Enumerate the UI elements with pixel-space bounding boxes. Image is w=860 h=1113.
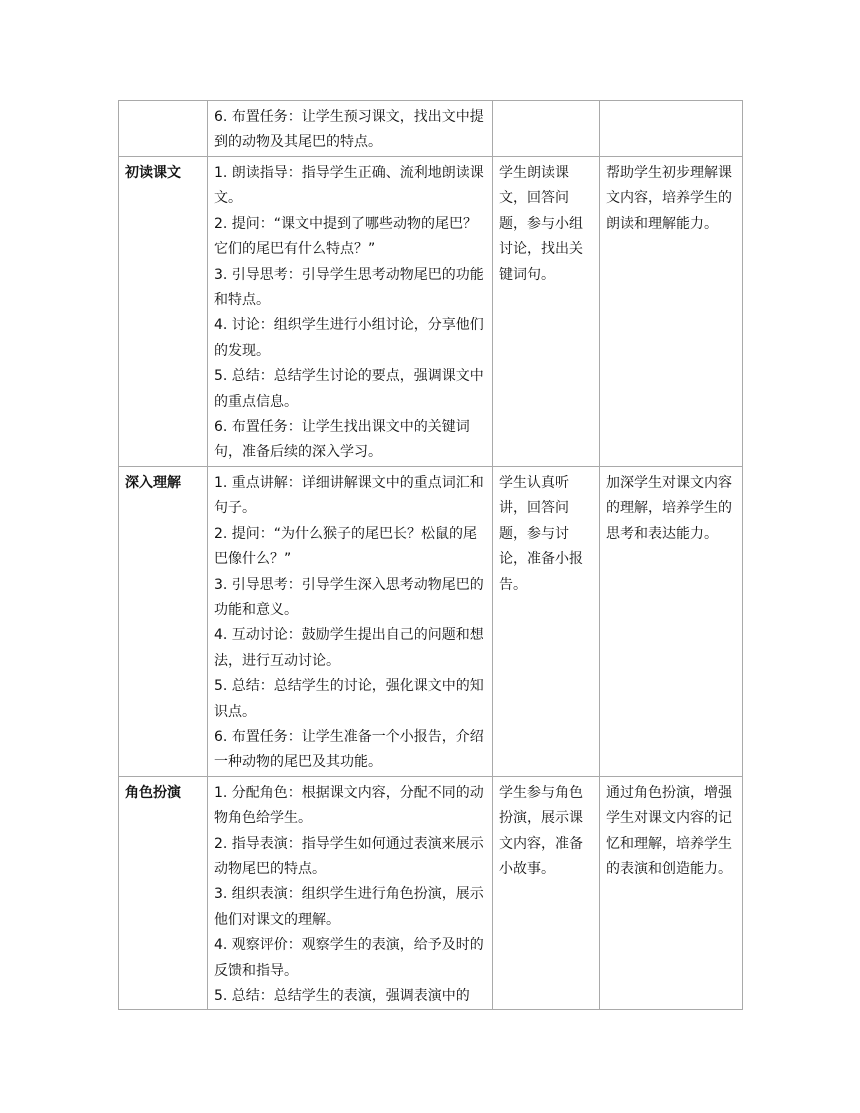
step-text: 3. 组织表演：组织学生进行角色扮演，展示他们对课文的理解。: [214, 886, 484, 928]
student-activity-cell: 学生朗读课文，回答问题，参与小组讨论，找出关键词句。: [493, 157, 600, 467]
step-text: 4. 讨论：组织学生进行小组讨论，分享他们的发现。: [214, 317, 484, 359]
steps-cell: [208, 101, 493, 157]
design-purpose-cell: 帮助学生初步理解课文内容，培养学生的朗读和理解能力。: [600, 157, 743, 467]
step-text: 2. 提问：“课文中提到了哪些动物的尾巴？它们的尾巴有什么特点？”: [214, 215, 478, 258]
stage-cell: 角色扮演: [119, 776, 208, 1010]
step-text: 5. 总结：总结学生的讨论，强化课文中的知识点。: [214, 678, 484, 720]
step-text: 1. 重点讲解：详细讲解课文中的重点词汇和句子。: [214, 474, 484, 517]
step-text: 1. 朗读指导：指导学生正确、流利地朗读课文。: [214, 165, 484, 207]
stage-cell: 初读课文: [119, 157, 208, 467]
step-text: 6. 布置任务：让学生预习课文，找出文中提到的动物及其尾巴的特点。: [214, 109, 484, 151]
stage-cell: [119, 101, 208, 157]
table-row: [119, 157, 743, 467]
steps-cell: [208, 776, 493, 1010]
table-row: [119, 101, 743, 157]
steps-cell: [208, 157, 493, 467]
stage-cell: 深入理解: [119, 466, 208, 776]
table-row: [119, 466, 743, 776]
step-text: 6. 布置任务：让学生准备一个小报告，介绍一种动物的尾巴及其功能。: [214, 728, 484, 771]
table-row: [119, 776, 743, 1010]
step-text: 4. 互动讨论：鼓励学生提出自己的问题和想法，进行互动讨论。: [214, 627, 484, 669]
steps-cell: [208, 466, 493, 776]
design-purpose-cell: 加深学生对课文内容的理解，培养学生的思考和表达能力。: [600, 466, 743, 776]
step-text: 2. 指导表演：指导学生如何通过表演来展示动物尾巴的特点。: [214, 835, 484, 877]
design-purpose-cell: [600, 101, 743, 157]
design-purpose-cell: 通过角色扮演，增强学生对课文内容的记忆和理解，培养学生的表演和创造能力。: [600, 776, 743, 1010]
step-text: 3. 引导思考：引导学生思考动物尾巴的功能和特点。: [214, 266, 484, 309]
step-text: 5. 总结：总结学生讨论的要点，强调课文中的重点信息。: [214, 368, 484, 410]
step-text: 5. 总结：总结学生的表演，强调表演中的: [214, 988, 470, 1004]
step-text: 3. 引导思考：引导学生深入思考动物尾巴的功能和意义。: [214, 576, 484, 618]
step-text: 1. 分配角色：根据课文内容，分配不同的动物角色给学生。: [214, 784, 484, 827]
student-activity-cell: [493, 101, 600, 157]
student-activity-cell: 学生认真听讲，回答问题，参与讨论，准备小报告。: [493, 466, 600, 776]
student-activity-cell: 学生参与角色扮演，展示课文内容，准备小故事。: [493, 776, 600, 1010]
step-text: 6. 布置任务：让学生找出课文中的关键词句，准备后续的深入学习。: [214, 419, 470, 461]
step-text: 4. 观察评价：观察学生的表演，给予及时的反馈和指导。: [214, 937, 484, 979]
step-text: 2. 提问：“为什么猴子的尾巴长？松鼠的尾巴像什么？”: [214, 525, 478, 568]
lesson-plan-table: [118, 100, 743, 1010]
